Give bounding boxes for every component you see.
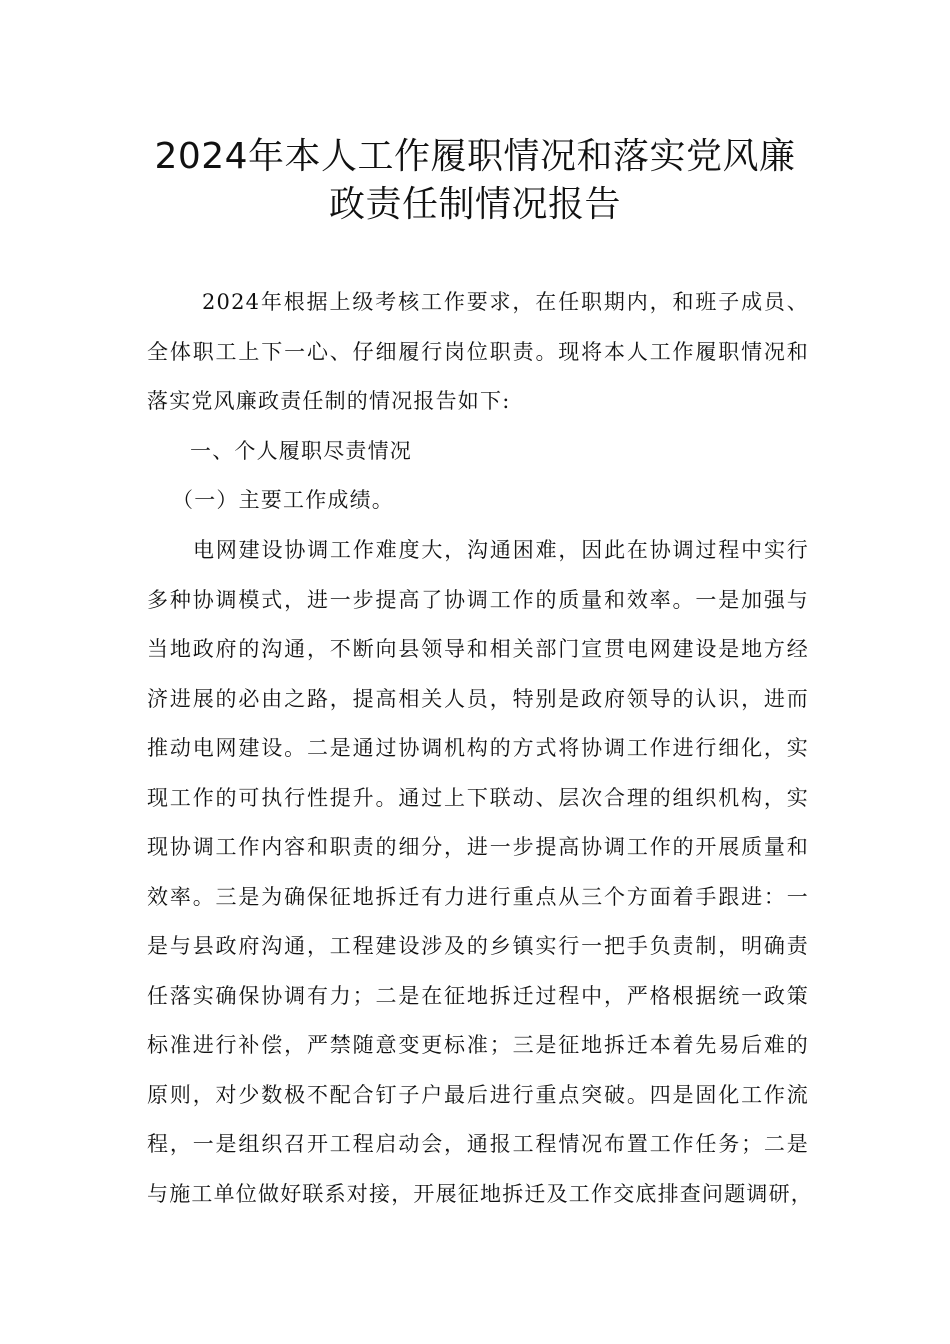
body-line: 与施工单位做好联系对接，开展征地拆迁及工作交底排查问题调研， <box>147 1182 813 1206</box>
body-line: 现工作的可执行性提升。通过上下联动、层次合理的组织机构，实 <box>147 786 809 810</box>
intro-line-3: 落实党风廉政责任制的情况报告如下: <box>147 389 511 413</box>
body-line: 标准进行补偿，严禁随意变更标准；三是征地拆迁本着先易后难的 <box>147 1033 809 1057</box>
intro-line-2: 全体职工上下一心、仔细履行岗位职责。现将本人工作履职情况和 <box>147 340 809 364</box>
document-title-line-2: 政责任制情况报告 <box>328 184 621 225</box>
body-line: 是与县政府沟通，工程建设涉及的乡镇实行一把手负责制，明确责 <box>147 934 809 958</box>
body-line: 济进展的必由之路，提高相关人员，特别是政府领导的认识，进而 <box>147 687 809 711</box>
body-line: 任落实确保协调有力；二是在征地拆迁过程中，严格根据统一政策 <box>147 984 809 1008</box>
intro-line-1: 2024年根据上级考核工作要求，在任职期内，和班子成员、 <box>202 290 809 314</box>
body-line: 程，一是组织召开工程启动会，通报工程情况布置工作任务；二是 <box>147 1132 809 1156</box>
document-title-line-1: 2024年本人工作履职情况和落实党风廉 <box>154 136 796 177</box>
subsection-heading: （一）主要工作成绩。 <box>172 488 394 512</box>
body-line: 推动电网建设。二是通过协调机构的方式将协调工作进行细化，实 <box>147 736 809 760</box>
section-heading: 一、个人履职尽责情况 <box>190 439 412 463</box>
body-line: 原则，对少数极不配合钉子户最后进行重点突破。四是固化工作流 <box>147 1083 809 1107</box>
body-line: 多种协调模式，进一步提高了协调工作的质量和效率。一是加强与 <box>147 588 809 612</box>
body-line: 当地政府的沟通，不断向县领导和相关部门宣贯电网建设是地方经 <box>147 637 809 661</box>
body-line: 现协调工作内容和职责的细分，进一步提高协调工作的开展质量和 <box>147 835 809 859</box>
body-line: 效率。三是为确保征地拆迁有力进行重点从三个方面着手跟进：一 <box>147 885 809 909</box>
body-line: 电网建设协调工作难度大，沟通困难，因此在协调过程中实行 <box>193 538 809 562</box>
